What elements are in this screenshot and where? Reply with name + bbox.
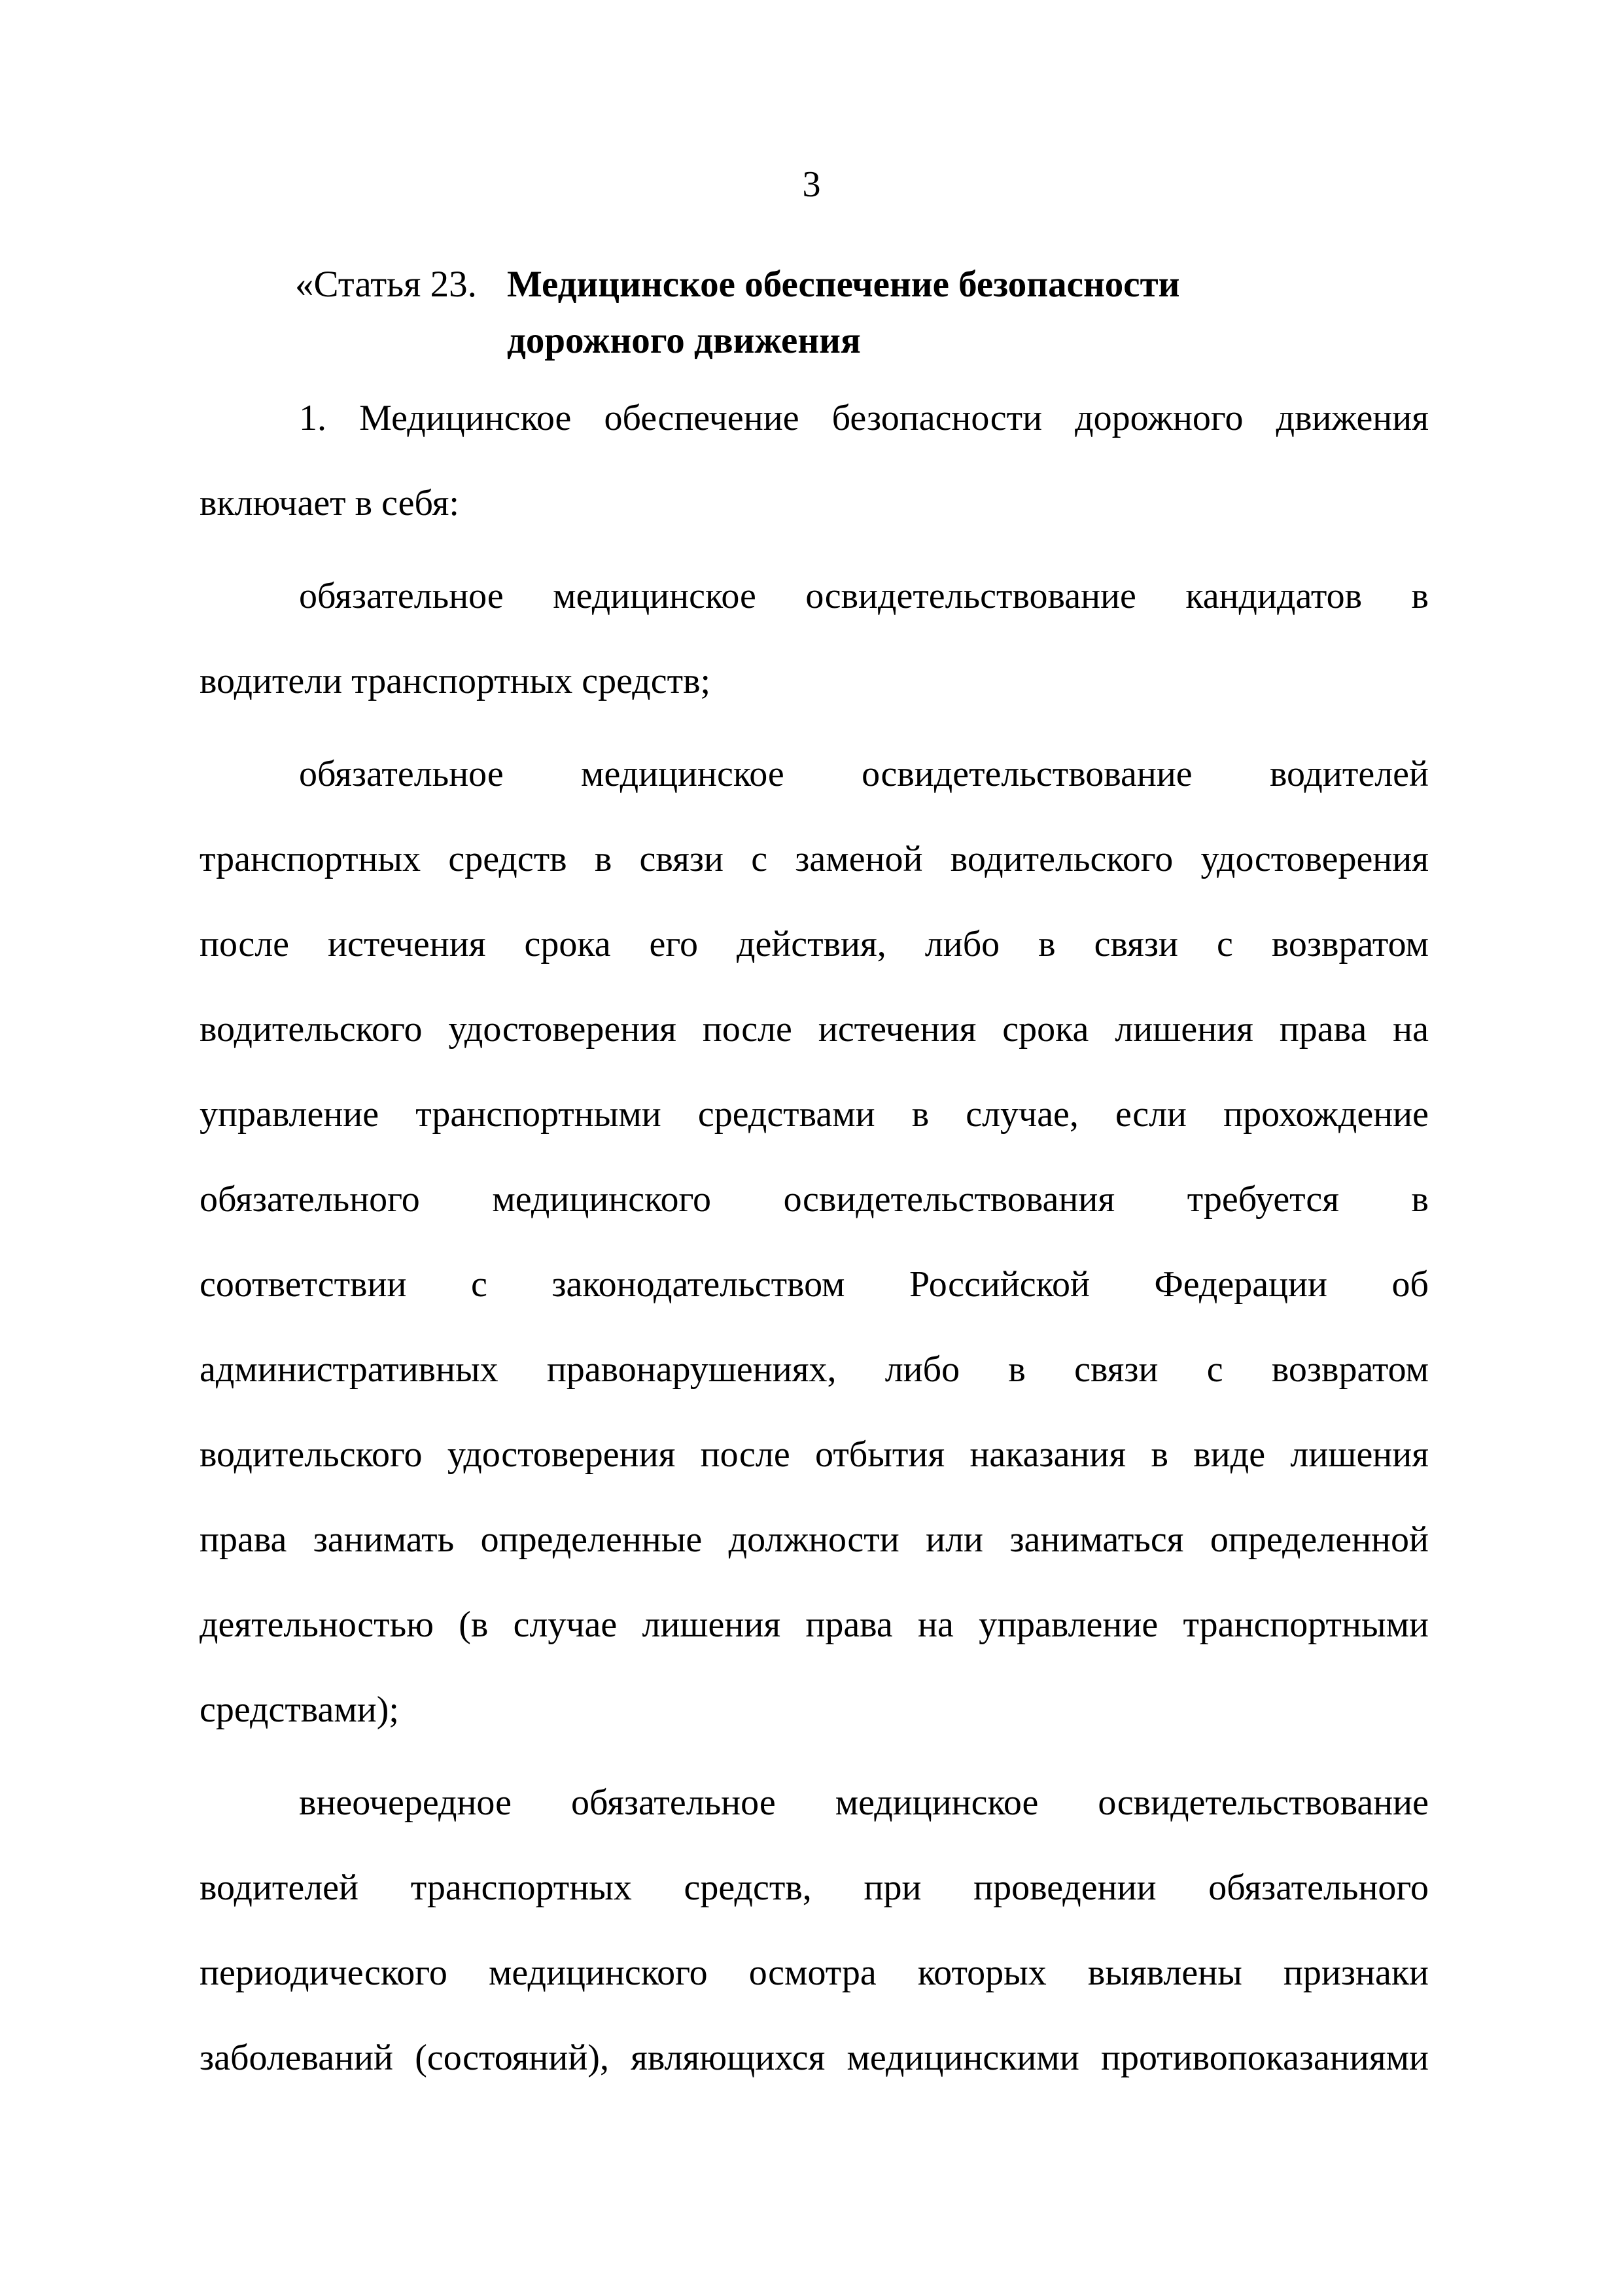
article-heading [295, 256, 1429, 369]
paragraph-3 [200, 732, 1429, 1752]
body-line: транспортных средств в связи с заменой водительского удостоверения [200, 839, 1429, 879]
body-line: административных правонарушениях, либо в связи с возвратом [200, 1349, 1429, 1390]
body-line: включает в себя: [200, 483, 459, 523]
body-line: заболеваний (состояний), являющихся медицинскими противопоказаниями [200, 2038, 1429, 2078]
body-line: обязательное медицинское освидетельствование водителей [299, 754, 1429, 794]
article-title-line-1: Медицинское обеспечение безопасности [507, 264, 1180, 305]
body-line: водительского удостоверения после истечения срока лишения права на [200, 1009, 1429, 1050]
body-line: водители транспортных средств; [200, 661, 711, 701]
body-line: средствами); [200, 1689, 399, 1730]
body-line: периодического медицинского осмотра которых выявлены признаки [200, 1952, 1429, 1993]
body-line: соответствии с законодательством Российской Федерации об [200, 1264, 1429, 1305]
body-line: после истечения срока его действия, либо в связи с возвратом [200, 924, 1429, 964]
article-body [200, 376, 1429, 2100]
body-line: деятельностью (в случае лишения права на управление транспортными [200, 1604, 1429, 1645]
body-line: управление транспортными средствами в случае, если прохождение [200, 1094, 1429, 1135]
article-number: «Статья 23. [295, 264, 477, 305]
article-title-line-2: дорожного движения [507, 320, 861, 361]
body-line: обязательного медицинского освидетельствования требуется в [200, 1179, 1429, 1220]
paragraph-4 [200, 1760, 1429, 2100]
body-line: внеочередное обязательное медицинское освидетельствование [299, 1782, 1429, 1823]
body-line: 1. Медицинское обеспечение безопасности дорожного движения [299, 398, 1429, 438]
paragraph-1 [200, 376, 1429, 546]
paragraph-2 [200, 554, 1429, 724]
page-number: 3 [802, 164, 821, 205]
body-line: права занимать определенные должности или заниматься определенной [200, 1519, 1429, 1560]
body-line: водительского удостоверения после отбытия наказания в виде лишения [200, 1434, 1429, 1475]
body-line: обязательное медицинское освидетельствование кандидатов в [299, 576, 1429, 616]
body-line: водителей транспортных средств, при проведении обязательного [200, 1867, 1429, 1908]
article-title [507, 256, 1179, 369]
